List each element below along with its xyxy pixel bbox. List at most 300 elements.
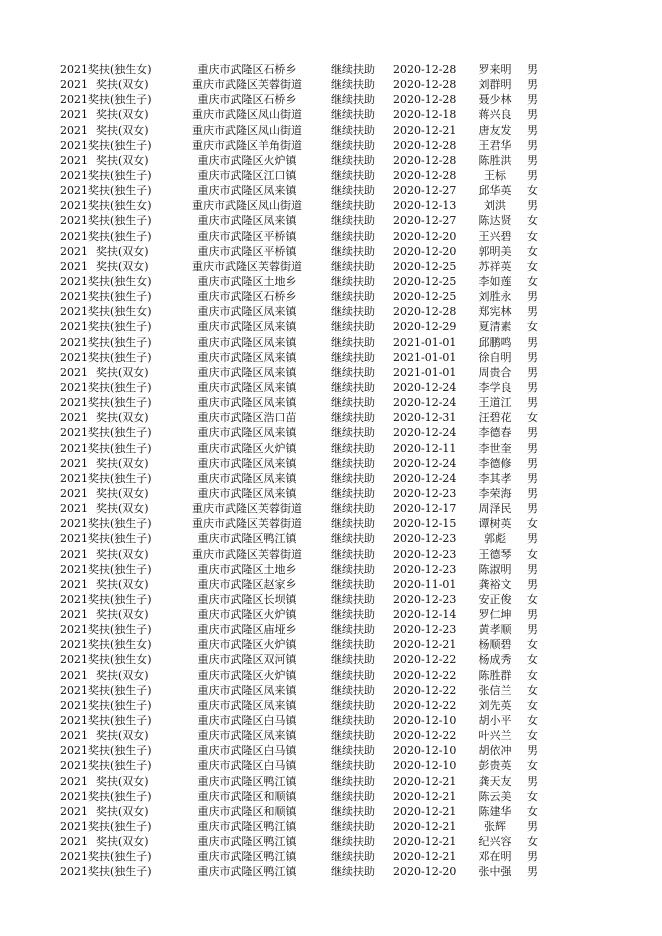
gender-cell: 男 <box>527 199 538 213</box>
status-cell: 继续扶助 <box>331 714 375 728</box>
table-row <box>0 501 662 516</box>
table-row <box>0 274 662 289</box>
name-cell: 李德春 <box>478 426 512 440</box>
address-cell: 重庆市武隆区庙垭乡 <box>197 623 297 637</box>
year-cell: 2021 <box>60 744 88 758</box>
status-cell: 继续扶助 <box>331 365 375 379</box>
name-cell: 周泽民 <box>478 502 512 516</box>
year-cell: 2021 <box>60 214 88 228</box>
gender-cell: 男 <box>527 93 538 107</box>
date-cell: 2020-11-01 <box>393 577 457 591</box>
support-type-cell: 奖扶(双女) <box>96 153 149 167</box>
support-type-cell: 奖扶(独生子) <box>88 380 152 394</box>
gender-cell: 男 <box>527 290 538 304</box>
year-cell: 2021 <box>60 577 88 591</box>
name-cell: 叶兴兰 <box>478 729 512 743</box>
support-type-cell: 奖扶(独生子) <box>88 320 152 334</box>
year-cell: 2021 <box>60 653 88 667</box>
address-cell: 重庆市武隆区石桥乡 <box>197 63 297 76</box>
gender-cell: 男 <box>527 305 538 319</box>
year-cell: 2021 <box>60 638 88 652</box>
status-cell: 继续扶助 <box>331 486 375 500</box>
date-cell: 2020-12-20 <box>393 244 457 258</box>
support-type-cell: 奖扶(双女) <box>96 804 149 818</box>
name-cell: 杨顺碧 <box>478 638 512 652</box>
support-type-cell: 奖扶(独生子) <box>88 168 152 182</box>
date-cell: 2020-12-21 <box>393 774 457 788</box>
address-cell: 重庆市武隆区凤山街道 <box>192 199 302 213</box>
status-cell: 继续扶助 <box>331 214 375 228</box>
name-cell: 李德修 <box>478 456 512 470</box>
support-type-cell: 奖扶(双女) <box>96 456 149 470</box>
address-cell: 重庆市武隆区鸭江镇 <box>197 865 297 879</box>
address-cell: 重庆市武隆区芙蓉街道 <box>192 259 302 273</box>
address-cell: 重庆市武隆区江口镇 <box>197 168 297 182</box>
address-cell: 重庆市武隆区鸭江镇 <box>197 774 297 788</box>
support-type-cell: 奖扶(独生子) <box>88 789 152 803</box>
year-cell: 2021 <box>60 320 88 334</box>
gender-cell: 男 <box>527 441 538 455</box>
name-cell: 陈胜群 <box>478 668 512 682</box>
year-cell: 2021 <box>60 396 88 410</box>
date-cell: 2020-12-22 <box>393 668 457 682</box>
name-cell: 王兴碧 <box>478 229 512 243</box>
gender-cell: 男 <box>527 123 538 137</box>
name-cell: 刘先英 <box>478 698 512 712</box>
date-cell: 2020-12-28 <box>393 168 457 182</box>
name-cell: 李荣海 <box>478 486 512 500</box>
name-cell: 纪兴容 <box>478 835 512 849</box>
status-cell: 继续扶助 <box>331 138 375 152</box>
gender-cell: 女 <box>527 244 538 258</box>
date-cell: 2020-12-28 <box>393 305 457 319</box>
table-row <box>0 849 662 864</box>
gender-cell: 男 <box>527 138 538 152</box>
status-cell: 继续扶助 <box>331 259 375 273</box>
date-cell: 2021-01-01 <box>393 350 457 364</box>
year-cell: 2021 <box>60 456 88 470</box>
table-row <box>0 668 662 683</box>
table-row <box>0 410 662 425</box>
gender-cell: 男 <box>527 153 538 167</box>
table-row <box>0 304 662 319</box>
name-cell: 徐自明 <box>478 350 512 364</box>
date-cell: 2020-12-24 <box>393 426 457 440</box>
support-type-cell: 奖扶(独生子) <box>88 350 152 364</box>
year-cell: 2021 <box>60 804 88 818</box>
address-cell: 重庆市武隆区白马镇 <box>197 759 297 773</box>
table-row <box>0 244 662 259</box>
year-cell: 2021 <box>60 835 88 849</box>
name-cell: 黄孝顺 <box>478 623 512 637</box>
date-cell: 2020-12-27 <box>393 214 457 228</box>
gender-cell: 男 <box>527 577 538 591</box>
status-cell: 继续扶助 <box>331 683 375 697</box>
status-cell: 继续扶助 <box>331 229 375 243</box>
date-cell: 2020-12-20 <box>393 229 457 243</box>
address-cell: 重庆市武隆区双河镇 <box>197 653 297 667</box>
year-cell: 2021 <box>60 789 88 803</box>
table-row <box>0 547 662 562</box>
gender-cell: 女 <box>527 683 538 697</box>
name-cell: 胡小平 <box>478 714 512 728</box>
name-cell: 王标 <box>484 168 506 182</box>
status-cell: 继续扶助 <box>331 78 375 92</box>
address-cell: 重庆市武隆区凤山街道 <box>192 108 302 122</box>
address-cell: 重庆市武隆区凤来镇 <box>197 729 297 743</box>
support-type-cell: 奖扶(双女) <box>96 774 149 788</box>
support-type-cell: 奖扶(独生子) <box>88 820 152 834</box>
address-cell: 重庆市武隆区凤来镇 <box>197 350 297 364</box>
name-cell: 蒋兴良 <box>478 108 512 122</box>
year-cell: 2021 <box>60 63 88 76</box>
address-cell: 重庆市武隆区凤来镇 <box>197 320 297 334</box>
gender-cell: 女 <box>527 698 538 712</box>
table-row <box>0 637 662 652</box>
year-cell: 2021 <box>60 350 88 364</box>
date-cell: 2020-12-28 <box>393 93 457 107</box>
name-cell: 唐友发 <box>478 123 512 137</box>
date-cell: 2020-12-23 <box>393 547 457 561</box>
name-cell: 邓在明 <box>478 850 512 864</box>
table-row <box>0 365 662 380</box>
name-cell: 郑宪林 <box>478 305 512 319</box>
status-cell: 继续扶助 <box>331 774 375 788</box>
table-row <box>0 441 662 456</box>
support-type-cell: 奖扶(双女) <box>96 108 149 122</box>
year-cell: 2021 <box>60 820 88 834</box>
table-row <box>0 652 662 667</box>
status-cell: 继续扶助 <box>331 759 375 773</box>
support-type-cell: 奖扶(独生子) <box>88 184 152 198</box>
table-row <box>0 183 662 198</box>
support-type-cell: 奖扶(独生子) <box>88 714 152 728</box>
status-cell: 继续扶助 <box>331 93 375 107</box>
name-cell: 夏清素 <box>478 320 512 334</box>
date-cell: 2020-12-10 <box>393 714 457 728</box>
status-cell: 继续扶助 <box>331 532 375 546</box>
table-row <box>0 804 662 819</box>
table-row <box>0 622 662 637</box>
year-cell: 2021 <box>60 850 88 864</box>
date-cell: 2020-12-21 <box>393 820 457 834</box>
name-cell: 陈胜洪 <box>478 153 512 167</box>
gender-cell: 男 <box>527 380 538 394</box>
date-cell: 2020-12-23 <box>393 623 457 637</box>
table-row <box>0 864 662 879</box>
status-cell: 继续扶助 <box>331 320 375 334</box>
gender-cell: 男 <box>527 396 538 410</box>
name-cell: 罗仁坤 <box>478 608 512 622</box>
year-cell: 2021 <box>60 426 88 440</box>
address-cell: 重庆市武隆区凤来镇 <box>197 426 297 440</box>
address-cell: 重庆市武隆区凤来镇 <box>197 365 297 379</box>
name-cell: 郭彪 <box>484 532 506 546</box>
table-row <box>0 350 662 365</box>
status-cell: 继续扶助 <box>331 153 375 167</box>
status-cell: 继续扶助 <box>331 441 375 455</box>
gender-cell: 男 <box>527 78 538 92</box>
support-type-cell: 奖扶(独生子) <box>88 698 152 712</box>
support-type-cell: 奖扶(独生女) <box>88 305 152 319</box>
table-row <box>0 62 662 77</box>
address-cell: 重庆市武隆区芙蓉街道 <box>192 547 302 561</box>
support-type-cell: 奖扶(双女) <box>96 729 149 743</box>
support-type-cell: 奖扶(独生子) <box>88 441 152 455</box>
status-cell: 继续扶助 <box>331 123 375 137</box>
name-cell: 王道江 <box>478 396 512 410</box>
date-cell: 2020-12-28 <box>393 138 457 152</box>
date-cell: 2020-12-22 <box>393 729 457 743</box>
date-cell: 2020-12-14 <box>393 608 457 622</box>
name-cell: 苏祥英 <box>478 259 512 273</box>
gender-cell: 男 <box>527 744 538 758</box>
name-cell: 安正俊 <box>478 592 512 606</box>
address-cell: 重庆市武隆区平桥镇 <box>197 229 297 243</box>
table-row <box>0 607 662 622</box>
year-cell: 2021 <box>60 698 88 712</box>
gender-cell: 男 <box>527 365 538 379</box>
name-cell: 郭明美 <box>478 244 512 258</box>
year-cell: 2021 <box>60 244 88 258</box>
gender-cell: 男 <box>527 850 538 864</box>
year-cell: 2021 <box>60 411 88 425</box>
date-cell: 2020-12-21 <box>393 835 457 849</box>
gender-cell: 男 <box>527 335 538 349</box>
year-cell: 2021 <box>60 274 88 288</box>
address-cell: 重庆市武隆区赵家乡 <box>197 577 297 591</box>
gender-cell: 男 <box>527 774 538 788</box>
table-row <box>0 698 662 713</box>
status-cell: 继续扶助 <box>331 471 375 485</box>
name-cell: 李其孝 <box>478 471 512 485</box>
gender-cell: 女 <box>527 759 538 773</box>
date-cell: 2020-12-18 <box>393 108 457 122</box>
gender-cell: 女 <box>527 259 538 273</box>
year-cell: 2021 <box>60 199 88 213</box>
name-cell: 张中强 <box>478 865 512 879</box>
name-cell: 邱鹏鸣 <box>478 335 512 349</box>
support-type-cell: 奖扶(独生女) <box>88 63 152 76</box>
table-row <box>0 486 662 501</box>
table-row <box>0 198 662 213</box>
address-cell: 重庆市武隆区凤来镇 <box>197 184 297 198</box>
year-cell: 2021 <box>60 471 88 485</box>
name-cell: 汪碧花 <box>478 411 512 425</box>
name-cell: 彭贵英 <box>478 759 512 773</box>
date-cell: 2020-12-22 <box>393 698 457 712</box>
support-type-cell: 奖扶(双女) <box>96 547 149 561</box>
status-cell: 继续扶助 <box>331 517 375 531</box>
date-cell: 2020-12-23 <box>393 532 457 546</box>
status-cell: 继续扶助 <box>331 577 375 591</box>
year-cell: 2021 <box>60 759 88 773</box>
name-cell: 罗来明 <box>478 63 512 76</box>
status-cell: 继续扶助 <box>331 426 375 440</box>
year-cell: 2021 <box>60 93 88 107</box>
name-cell: 龚天友 <box>478 774 512 788</box>
status-cell: 继续扶助 <box>331 608 375 622</box>
year-cell: 2021 <box>60 714 88 728</box>
address-cell: 重庆市武隆区凤来镇 <box>197 683 297 697</box>
gender-cell: 女 <box>527 714 538 728</box>
gender-cell: 女 <box>527 229 538 243</box>
gender-cell: 女 <box>527 789 538 803</box>
gender-cell: 男 <box>527 865 538 879</box>
support-type-cell: 奖扶(独生子) <box>88 744 152 758</box>
year-cell: 2021 <box>60 335 88 349</box>
date-cell: 2020-12-21 <box>393 123 457 137</box>
address-cell: 重庆市武隆区和顺镇 <box>197 789 297 803</box>
gender-cell: 男 <box>527 532 538 546</box>
date-cell: 2020-12-23 <box>393 486 457 500</box>
year-cell: 2021 <box>60 623 88 637</box>
date-cell: 2020-12-23 <box>393 592 457 606</box>
year-cell: 2021 <box>60 229 88 243</box>
name-cell: 陈达贤 <box>478 214 512 228</box>
status-cell: 继续扶助 <box>331 199 375 213</box>
status-cell: 继续扶助 <box>331 547 375 561</box>
address-cell: 重庆市武隆区土地乡 <box>197 274 297 288</box>
status-cell: 继续扶助 <box>331 380 375 394</box>
date-cell: 2020-12-28 <box>393 63 457 76</box>
status-cell: 继续扶助 <box>331 305 375 319</box>
date-cell: 2020-12-24 <box>393 456 457 470</box>
year-cell: 2021 <box>60 517 88 531</box>
name-cell: 陈云美 <box>478 789 512 803</box>
year-cell: 2021 <box>60 290 88 304</box>
status-cell: 继续扶助 <box>331 729 375 743</box>
name-cell: 王德琴 <box>478 547 512 561</box>
status-cell: 继续扶助 <box>331 789 375 803</box>
year-cell: 2021 <box>60 486 88 500</box>
gender-cell: 女 <box>527 184 538 198</box>
status-cell: 继续扶助 <box>331 820 375 834</box>
gender-cell: 女 <box>527 835 538 849</box>
date-cell: 2021-01-01 <box>393 335 457 349</box>
date-cell: 2020-12-29 <box>393 320 457 334</box>
year-cell: 2021 <box>60 502 88 516</box>
table-row <box>0 168 662 183</box>
support-type-cell: 奖扶(独生子) <box>88 623 152 637</box>
support-type-cell: 奖扶(双女) <box>96 411 149 425</box>
date-cell: 2020-12-24 <box>393 380 457 394</box>
address-cell: 重庆市武隆区羊角街道 <box>192 138 302 152</box>
table-row <box>0 92 662 107</box>
support-type-cell: 奖扶(独生子) <box>88 592 152 606</box>
table-row <box>0 562 662 577</box>
support-type-cell: 奖扶(独生子) <box>88 138 152 152</box>
status-cell: 继续扶助 <box>331 244 375 258</box>
year-cell: 2021 <box>60 547 88 561</box>
table-row <box>0 335 662 350</box>
year-cell: 2021 <box>60 138 88 152</box>
year-cell: 2021 <box>60 441 88 455</box>
support-type-cell: 奖扶(独生女) <box>88 638 152 652</box>
status-cell: 继续扶助 <box>331 623 375 637</box>
address-cell: 重庆市武隆区鸭江镇 <box>197 835 297 849</box>
table-row <box>0 743 662 758</box>
support-type-cell: 奖扶(独生女) <box>88 274 152 288</box>
name-cell: 周贵合 <box>478 365 512 379</box>
status-cell: 继续扶助 <box>331 638 375 652</box>
table-row <box>0 728 662 743</box>
status-cell: 继续扶助 <box>331 350 375 364</box>
table-row <box>0 758 662 773</box>
date-cell: 2020-12-24 <box>393 396 457 410</box>
address-cell: 重庆市武隆区火炉镇 <box>197 441 297 455</box>
status-cell: 继续扶助 <box>331 184 375 198</box>
address-cell: 重庆市武隆区凤来镇 <box>197 335 297 349</box>
year-cell: 2021 <box>60 865 88 879</box>
date-cell: 2020-12-24 <box>393 471 457 485</box>
support-type-cell: 奖扶(双女) <box>96 577 149 591</box>
support-type-cell: 奖扶(双女) <box>96 608 149 622</box>
support-type-cell: 奖扶(双女) <box>96 835 149 849</box>
table-row <box>0 153 662 168</box>
gender-cell: 女 <box>527 517 538 531</box>
date-cell: 2020-12-22 <box>393 653 457 667</box>
name-cell: 聂少林 <box>478 93 512 107</box>
support-type-cell: 奖扶(独生女) <box>88 653 152 667</box>
gender-cell: 女 <box>527 729 538 743</box>
table-row <box>0 395 662 410</box>
table-row <box>0 531 662 546</box>
table-row <box>0 77 662 92</box>
status-cell: 继续扶助 <box>331 592 375 606</box>
status-cell: 继续扶助 <box>331 456 375 470</box>
support-type-cell: 奖扶(独生子) <box>88 229 152 243</box>
support-type-cell: 奖扶(独生子) <box>88 426 152 440</box>
support-type-cell: 奖扶(独生子) <box>88 396 152 410</box>
support-type-cell: 奖扶(独生子) <box>88 214 152 228</box>
support-type-cell: 奖扶(双女) <box>96 486 149 500</box>
year-cell: 2021 <box>60 683 88 697</box>
table-row <box>0 107 662 122</box>
table-row <box>0 259 662 274</box>
address-cell: 重庆市武隆区石桥乡 <box>197 290 297 304</box>
gender-cell: 男 <box>527 502 538 516</box>
status-cell: 继续扶助 <box>331 108 375 122</box>
date-cell: 2020-12-25 <box>393 259 457 273</box>
date-cell: 2020-12-10 <box>393 744 457 758</box>
gender-cell: 女 <box>527 547 538 561</box>
gender-cell: 女 <box>527 214 538 228</box>
gender-cell: 男 <box>527 471 538 485</box>
year-cell: 2021 <box>60 592 88 606</box>
status-cell: 继续扶助 <box>331 850 375 864</box>
year-cell: 2021 <box>60 365 88 379</box>
table-row <box>0 425 662 440</box>
status-cell: 继续扶助 <box>331 274 375 288</box>
year-cell: 2021 <box>60 305 88 319</box>
support-type-cell: 奖扶(独生子) <box>88 471 152 485</box>
support-type-cell: 奖扶(独生子) <box>88 290 152 304</box>
gender-cell: 女 <box>527 668 538 682</box>
gender-cell: 男 <box>527 350 538 364</box>
name-cell: 张信兰 <box>478 683 512 697</box>
year-cell: 2021 <box>60 78 88 92</box>
support-type-cell: 奖扶(独生子) <box>88 335 152 349</box>
date-cell: 2020-12-15 <box>393 517 457 531</box>
table-row <box>0 456 662 471</box>
status-cell: 继续扶助 <box>331 668 375 682</box>
address-cell: 重庆市武隆区鸭江镇 <box>197 532 297 546</box>
address-cell: 重庆市武隆区火炉镇 <box>197 608 297 622</box>
year-cell: 2021 <box>60 774 88 788</box>
name-cell: 刘洪 <box>484 199 506 213</box>
date-cell: 2020-12-28 <box>393 153 457 167</box>
